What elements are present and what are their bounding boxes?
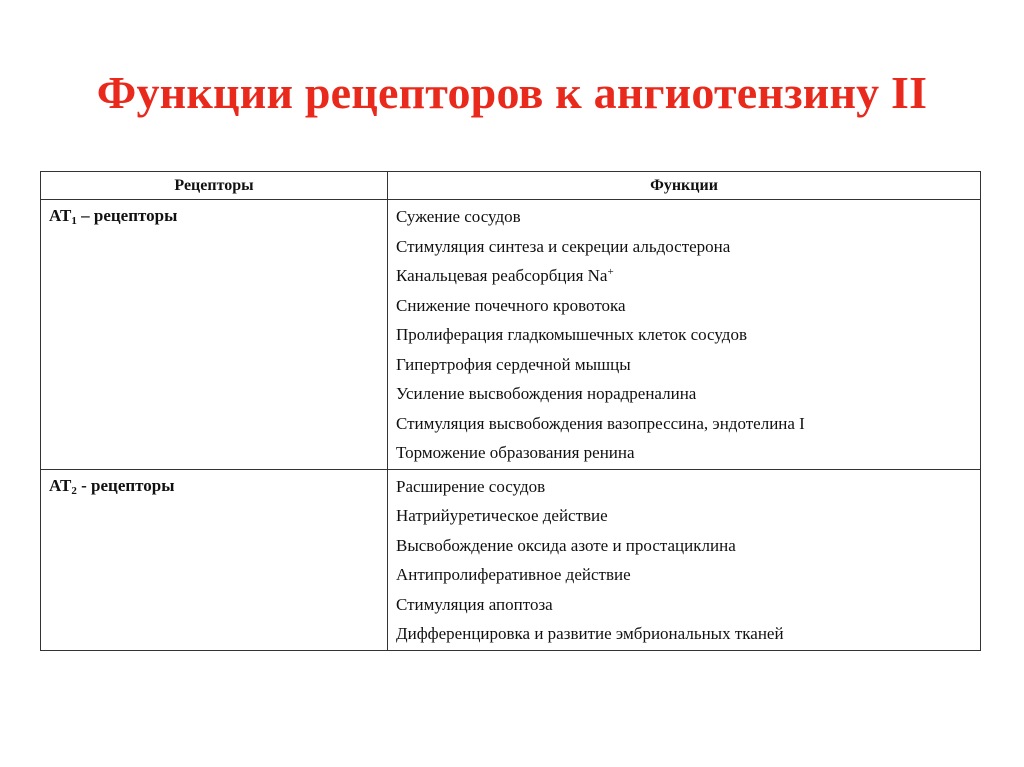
table-row-at2 <box>41 469 981 650</box>
function-item: Расширение сосудов <box>396 476 546 496</box>
table-row-at1 <box>41 200 981 470</box>
receptor-prefix: AT <box>49 475 72 495</box>
table-header-row <box>41 172 981 200</box>
header-functions: Функции <box>388 172 981 200</box>
function-item: Сужение сосудов <box>396 207 521 226</box>
functions-cell-at2 <box>388 469 981 650</box>
receptor-prefix: AT <box>49 206 72 225</box>
receptor-functions-table <box>40 171 981 651</box>
function-item: Пролиферация гладкомышечных клеток сосудов <box>396 325 747 344</box>
function-item-na <box>396 261 972 291</box>
receptor-cell-at2 <box>41 469 388 650</box>
function-item: Высвобождение оксида азоте и простациклина <box>396 535 736 555</box>
slide-title: Функции рецепторов к ангиотензину II <box>96 67 928 118</box>
function-item: Дифференцировка и развитие эмбриональных тканей <box>396 624 784 643</box>
function-item: Усиление высвобождения норадреналина <box>396 384 697 403</box>
function-item: Стимуляция высвобождения вазопрессина, эндотелина I <box>396 413 805 433</box>
header-receptors: Рецепторы <box>41 172 388 200</box>
functions-cell-at1 <box>388 200 981 470</box>
receptor-subscript: 1 <box>71 215 77 227</box>
na-superscript: + <box>607 266 614 278</box>
function-item: Торможение образования ренина <box>396 443 635 462</box>
function-item: Гипертрофия сердечной мышцы <box>396 354 631 374</box>
function-text: Канальцевая реабсорбция Na <box>396 266 608 285</box>
function-item: Снижение почечного кровотока <box>396 295 626 315</box>
function-item: Антипролиферативное действие <box>396 565 631 584</box>
receptor-suffix: - рецепторы <box>76 475 175 495</box>
receptor-cell-at1 <box>41 200 388 470</box>
receptor-subscript: 2 <box>71 484 77 497</box>
receptor-suffix: – рецепторы <box>76 206 178 225</box>
function-item: Стимуляция синтеза и секреции альдостерона <box>396 236 731 256</box>
function-item: Стимуляция апоптоза <box>396 594 553 614</box>
receptor-functions-table-wrap <box>40 171 981 651</box>
function-item: Натрийуретическое действие <box>396 506 608 525</box>
